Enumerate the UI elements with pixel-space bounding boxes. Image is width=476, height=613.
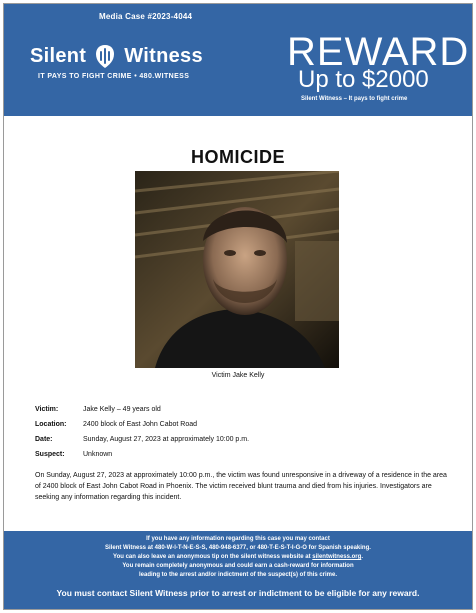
silent-witness-logo — [30, 42, 203, 70]
detail-row-suspect — [35, 447, 249, 462]
contact-line: leading to the arrest and/or indictment of the suspect(s) of this crime. — [138, 572, 338, 578]
case-number: Media Case #2023-4044 — [99, 12, 193, 21]
detail-label: Victim: — [35, 406, 59, 413]
photo-caption: Victim Jake Kelly — [211, 372, 265, 379]
detail-label: Date: — [35, 436, 53, 443]
contact-line: You remain completely anonymous and could earn a cash-reward for information — [122, 563, 354, 569]
contact-line — [4, 553, 472, 562]
logo-word-left: Silent — [30, 44, 87, 67]
contact-info — [4, 531, 472, 580]
detail-label: Location: — [35, 421, 67, 428]
detail-value: Jake Kelly – 49 years old — [83, 406, 161, 413]
detail-label: Suspect: — [35, 451, 65, 458]
contact-line: Silent Witness at 480-W-I-T-N-E-S-S, 480-948-6377, or 480-T-E-S-T-I-G-O for Spanish speaking. — [105, 545, 371, 551]
detail-row-date — [35, 432, 249, 447]
header-banner — [4, 4, 472, 116]
contact-line: If you have any information regarding this case you may contact — [146, 536, 330, 542]
reward-amount: Up to $2000 — [298, 66, 429, 93]
contact-line-prefix: You can also leave an anonymous tip on the silent witness website at — [113, 554, 313, 560]
detail-value: 2400 block of East John Cabot Road — [83, 421, 198, 428]
flyer-page — [3, 3, 473, 610]
logo-tagline: IT PAYS TO FIGHT CRIME • 480.WITNESS — [38, 73, 190, 80]
logo-word-right: Witness — [124, 44, 203, 67]
reward-subtitle: Silent Witness – It pays to fight crime — [301, 96, 408, 102]
case-details — [35, 402, 249, 462]
reward-title: REWARD — [287, 30, 470, 74]
hand-shield-icon — [91, 42, 119, 70]
detail-value: Unknown — [83, 451, 113, 458]
footer-banner — [4, 531, 472, 609]
detail-row-location — [35, 417, 249, 432]
case-narrative: On Sunday, August 27, 2023 at approximately 10:00 p.m., the victim was found unresponsive in a driveway of a residence in the area of 2400 block of East John Cabot Road in Phoenix. The victim received blunt trauma and died from his injuries. Investigators are seeking any information regarding this incident. — [35, 472, 447, 501]
website-link[interactable]: silentwitness.org — [312, 554, 362, 560]
victim-photo — [135, 171, 339, 368]
detail-row-victim — [35, 402, 249, 417]
contact-line-suffix: . — [361, 554, 363, 560]
case-type-title: HOMICIDE — [191, 147, 285, 167]
eligibility-notice: You must contact Silent Witness prior to arrest or indictment to be eligible for any reward. — [56, 588, 420, 598]
detail-value: Sunday, August 27, 2023 at approximately 10:00 p.m. — [83, 436, 250, 443]
